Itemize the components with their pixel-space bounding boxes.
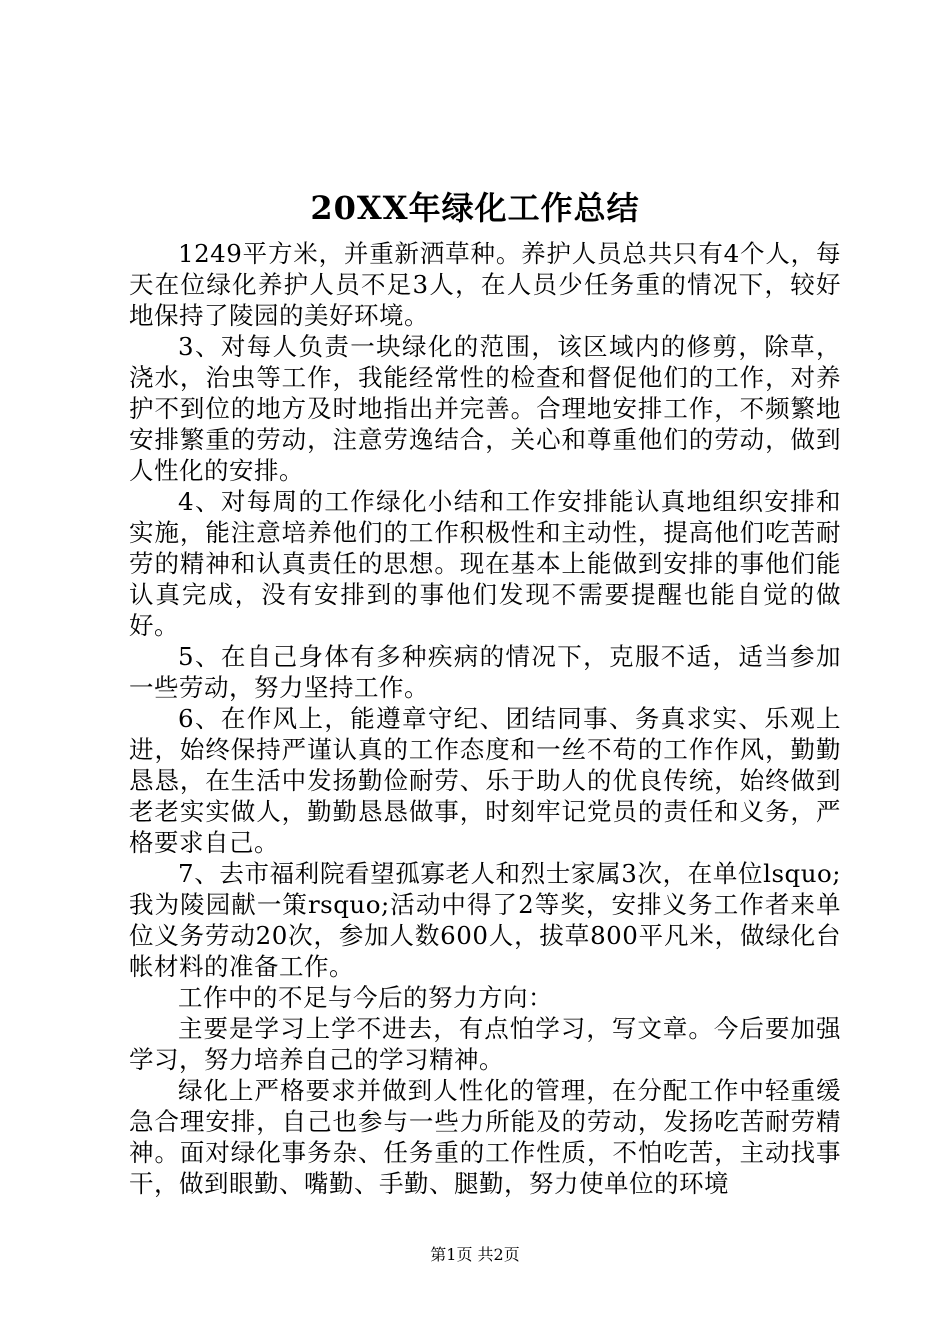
paragraph-4: 5、在自己身体有多种疾病的情况下，克服不适，适当参加一些劳动，努力坚持工作。 bbox=[129, 642, 841, 702]
paragraph-6: 7、去市福利院看望孤寡老人和烈士家属3次，在单位lsquo;我为陵园献一策rsquo;活动中得了2等奖，安排义务工作者来单位义务劳动20次，参加人数600人，拔草800平凡米，做绿化台帐材料的准备工作。 bbox=[129, 859, 841, 981]
paragraph-2: 3、对每人负责一块绿化的范围，该区域内的修剪，除草，浇水，治虫等工作，我能经常性的检查和督促他们的工作，对养护不到位的地方及时地指出并完善。合理地安排工作，不频繁地安排繁重的劳动，注意劳逸结合，关心和尊重他们的劳动，做到人性化的安排。 bbox=[129, 332, 841, 485]
paragraph-1: 1249平方米，并重新洒草种。养护人员总共只有4个人，每天在位绿化养护人员不足3人，在人员少任务重的情况下，较好地保持了陵园的美好环境。 bbox=[129, 239, 841, 330]
document-title: 20XX年绿化工作总结 bbox=[310, 189, 640, 227]
paragraph-7: 工作中的不足与今后的努力方向： bbox=[178, 983, 553, 1012]
paragraph-9: 绿化上严格要求并做到人性化的管理，在分配工作中轻重缓急合理安排，自己也参与一些力所能及的劳动，发扬吃苦耐劳精神。面对绿化事务杂、任务重的工作性质，不怕吃苦，主动找事干，做到眼勤、嘴勤、手勤、腿勤，努力使单位的环境 bbox=[129, 1076, 841, 1198]
paragraph-5: 6、在作风上，能遵章守纪、团结同事、务真求实、乐观上进，始终保持严谨认真的工作态度和一丝不苟的工作作风，勤勤恳恳，在生活中发扬勤俭耐劳、乐于助人的优良传统，始终做到老老实实做人，勤勤恳恳做事，时刻牢记党员的责任和义务，严格要求自己。 bbox=[129, 704, 841, 857]
paragraph-8: 主要是学习上学不进去，有点怕学习，写文章。今后要加强学习，努力培养自己的学习精神。 bbox=[129, 1014, 841, 1074]
page-footer: 第1页 共2页 bbox=[430, 1245, 520, 1264]
paragraph-3: 4、对每周的工作绿化小结和工作安排能认真地组织安排和实施，能注意培养他们的工作积极性和主动性，提高他们吃苦耐劳的精神和认真责任的思想。现在基本上能做到安排的事他们能认真完成，没有安排到的事他们发现不需要提醒也能自觉的做好。 bbox=[129, 487, 841, 640]
document-body bbox=[129, 238, 841, 1199]
